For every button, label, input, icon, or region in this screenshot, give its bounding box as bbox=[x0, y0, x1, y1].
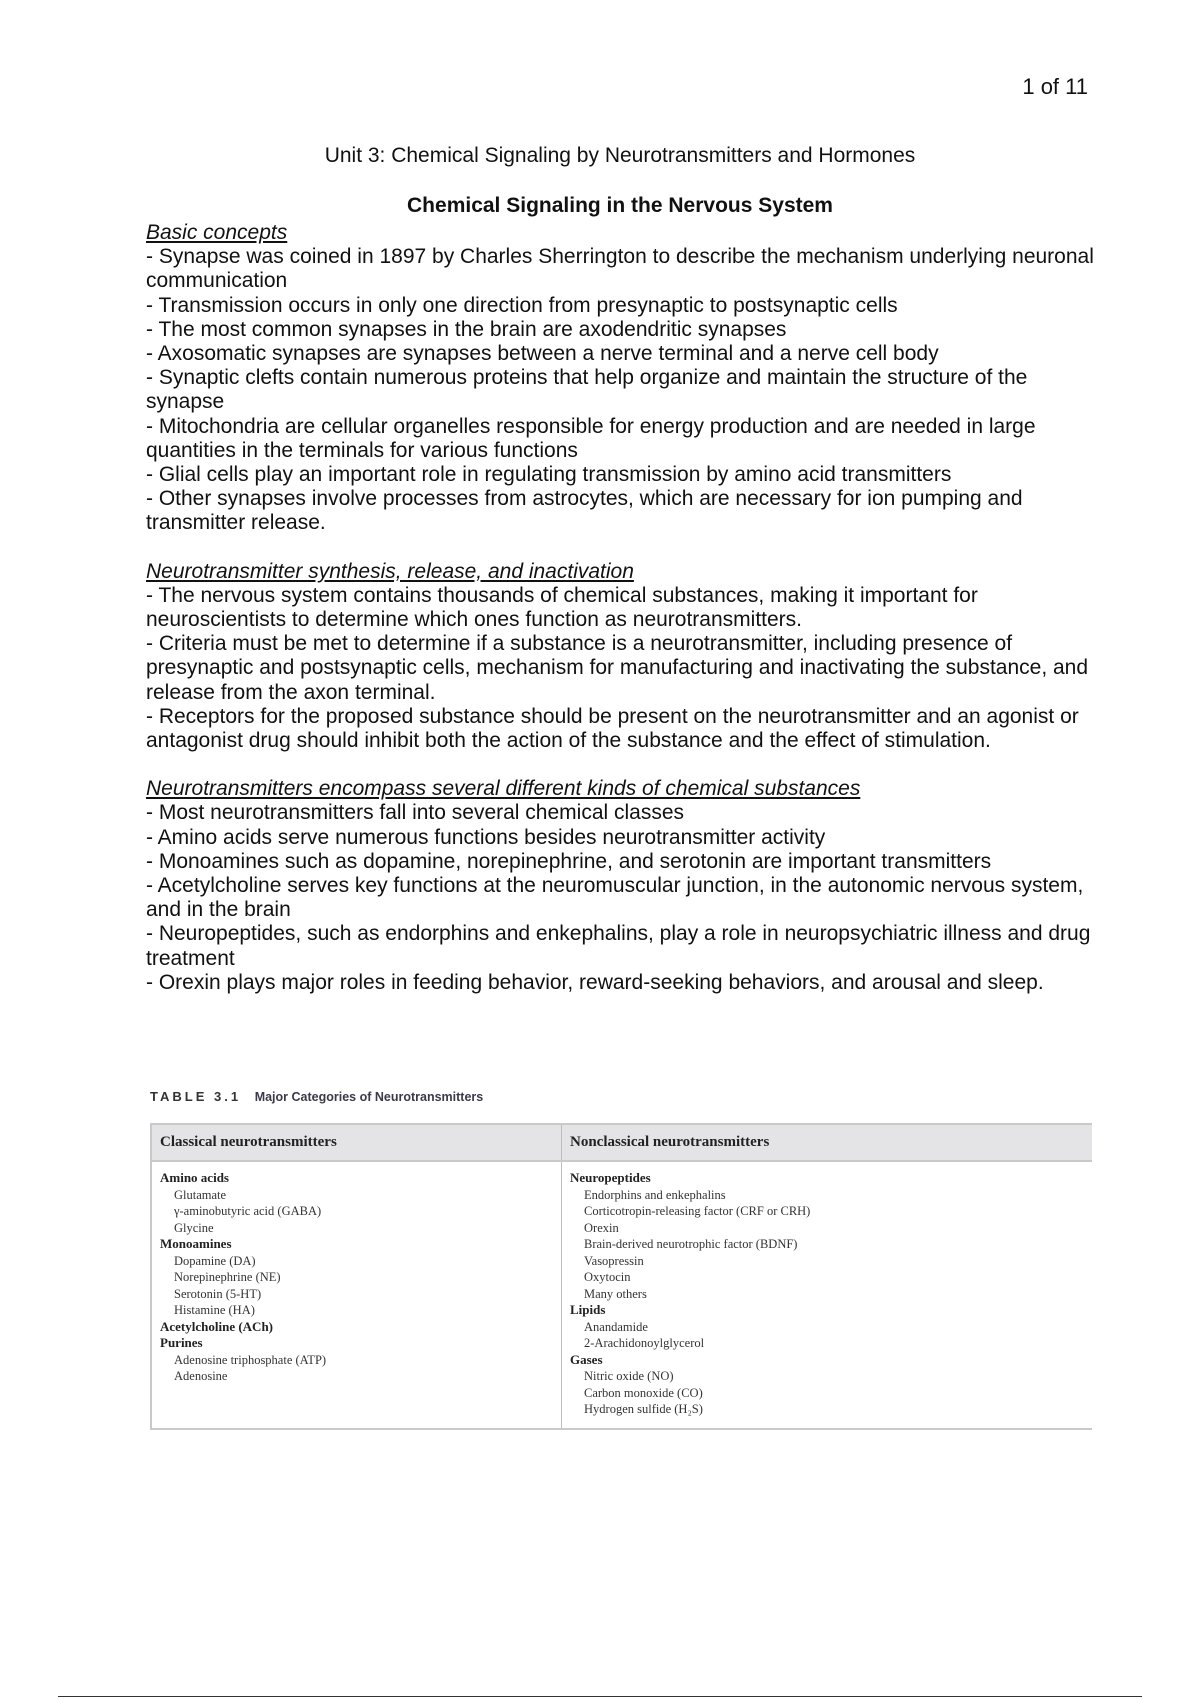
bullet-item: - Neuropeptides, such as endorphins and enkephalins, play a role in neuropsychiatric illness and drug treatment bbox=[146, 922, 1091, 970]
table-group bbox=[570, 1170, 1084, 1302]
table-item: Oxytocin bbox=[584, 1270, 631, 1284]
bullet-item: - Acetylcholine serves key functions at the neuromuscular junction, in the autonomic nervous system, and in the brain bbox=[146, 874, 1084, 922]
table-header-nonclassical: Nonclassical neurotransmitters bbox=[570, 1134, 770, 1150]
table-group-name: Amino acids bbox=[160, 1170, 229, 1185]
nonclassical-column bbox=[562, 1162, 1092, 1428]
table-item: Glycine bbox=[174, 1220, 214, 1235]
bullet-item: - Transmission occurs in only one direction from presynaptic to postsynaptic cells bbox=[146, 293, 898, 317]
table-body bbox=[152, 1162, 1092, 1428]
section-basic-concepts bbox=[146, 221, 1106, 536]
page-number: 1 of 11 bbox=[1022, 74, 1088, 99]
footer-divider bbox=[58, 1696, 1142, 1697]
table-header-classical: Classical neurotransmitters bbox=[152, 1125, 562, 1160]
table-item: γ-aminobutyric acid (GABA) bbox=[174, 1204, 322, 1218]
table-caption bbox=[150, 1089, 483, 1104]
table-header-row bbox=[152, 1125, 1092, 1162]
table-item: Carbon monoxide (CO) bbox=[584, 1385, 703, 1400]
bullet-item: - Criteria must be met to determine if a substance is a neurotransmitter, including presence of presynaptic and postsynaptic cells, mechanism for manufacturing and inactivating the substance, and release from the axon terminal. bbox=[146, 632, 1089, 704]
bullet-item: - Axosomatic synapses are synapses between a nerve terminal and a nerve cell body bbox=[146, 342, 939, 366]
table-item: Adenosine bbox=[174, 1369, 228, 1383]
classical-column bbox=[152, 1162, 562, 1428]
bullet-item: - Mitochondria are cellular organelles responsible for energy production and are needed in large quantities in the terminals for various functions bbox=[146, 414, 1036, 462]
section-synthesis-release bbox=[146, 560, 1106, 754]
table-group-name: Lipids bbox=[570, 1302, 606, 1317]
table-item: Vasopressin bbox=[584, 1253, 644, 1268]
bullet-item: - Monoamines such as dopamine, norepinephrine, and serotonin are important transmitters bbox=[146, 849, 992, 873]
bullet-item: - Receptors for the proposed substance should be present on the neurotransmitter and an agonist or antagonist drug should inhibit both the action of the substance and the effect of stimulation. bbox=[146, 704, 1079, 753]
table-item: Serotonin (5-HT) bbox=[174, 1286, 262, 1301]
table-item: Adenosine triphosphate (ATP) bbox=[174, 1352, 327, 1367]
table-group bbox=[570, 1352, 1084, 1418]
table-caption-label: TABLE 3.1 bbox=[150, 1089, 242, 1104]
table-item: Dopamine (DA) bbox=[174, 1253, 256, 1268]
table-item: Endorphins and enkephalins bbox=[584, 1187, 726, 1202]
bullet-item: - Most neurotransmitters fall into several chemical classes bbox=[146, 801, 685, 825]
bullet-item: - Other synapses involve processes from astrocytes, which are necessary for ion pumping and transmitter release. bbox=[146, 487, 1023, 535]
table-group bbox=[160, 1170, 553, 1236]
section-heading: Neurotransmitters encompass several different kinds of chemical substances bbox=[146, 777, 861, 801]
bullet-item: - Synaptic clefts contain numerous proteins that help organize and maintain the structure of the synapse bbox=[146, 366, 1028, 414]
table-group bbox=[160, 1335, 553, 1385]
table-item: Brain-derived neurotrophic factor (BDNF) bbox=[584, 1237, 798, 1251]
table-group-name: Neuropeptides bbox=[570, 1170, 651, 1185]
table-group bbox=[160, 1236, 553, 1319]
neurotransmitter-table bbox=[150, 1123, 1092, 1430]
section-heading: Neurotransmitter synthesis, release, and inactivation bbox=[146, 559, 634, 583]
section-kinds-of-substances bbox=[146, 777, 1106, 995]
main-heading: Chemical Signaling in the Nervous System bbox=[407, 194, 833, 217]
unit-title: Unit 3: Chemical Signaling by Neurotransmitters and Hormones bbox=[324, 144, 916, 167]
bullet-item: - The most common synapses in the brain are axodendritic synapses bbox=[146, 317, 787, 341]
table-group bbox=[570, 1302, 1084, 1352]
table-item: 2-Arachidonoylglycerol bbox=[584, 1336, 705, 1350]
table-item: Corticotropin-releasing factor (CRF or CRH) bbox=[584, 1204, 811, 1218]
table-item: Norepinephrine (NE) bbox=[174, 1270, 281, 1284]
bullet-item: - Synapse was coined in 1897 by Charles Sherrington to describe the mechanism underlying neuronal communication bbox=[146, 245, 1094, 293]
table-caption-title: Major Categories of Neurotransmitters bbox=[254, 1090, 484, 1104]
table-group-name: Acetylcholine (ACh) bbox=[160, 1318, 274, 1334]
table-item: Nitric oxide (NO) bbox=[584, 1369, 674, 1383]
table-item: Hydrogen sulfide (H₂S) bbox=[584, 1402, 703, 1416]
body-text bbox=[146, 221, 1106, 995]
table-group-name: Monoamines bbox=[160, 1236, 232, 1251]
table-item: Glutamate bbox=[174, 1187, 227, 1202]
bullet-item: - The nervous system contains thousands of chemical substances, making it important for neuroscientists to determine which ones function as neurotransmitters. bbox=[146, 583, 978, 632]
section-heading: Basic concepts bbox=[146, 221, 288, 244]
table-item: Many others bbox=[584, 1286, 647, 1301]
table-group-name: Purines bbox=[160, 1335, 203, 1350]
table-item: Histamine (HA) bbox=[174, 1303, 255, 1317]
table-group-name: Gases bbox=[570, 1351, 603, 1367]
bullet-item: - Orexin plays major roles in feeding behavior, reward-seeking behaviors, and arousal and sleep. bbox=[146, 970, 1044, 994]
table-group bbox=[160, 1319, 553, 1336]
bullet-item: - Glial cells play an important role in regulating transmission by amino acid transmitters bbox=[146, 463, 952, 487]
table-item: Anandamide bbox=[584, 1319, 648, 1334]
bullet-item: - Amino acids serve numerous functions besides neurotransmitter activity bbox=[146, 825, 826, 849]
table-item: Orexin bbox=[584, 1220, 619, 1235]
